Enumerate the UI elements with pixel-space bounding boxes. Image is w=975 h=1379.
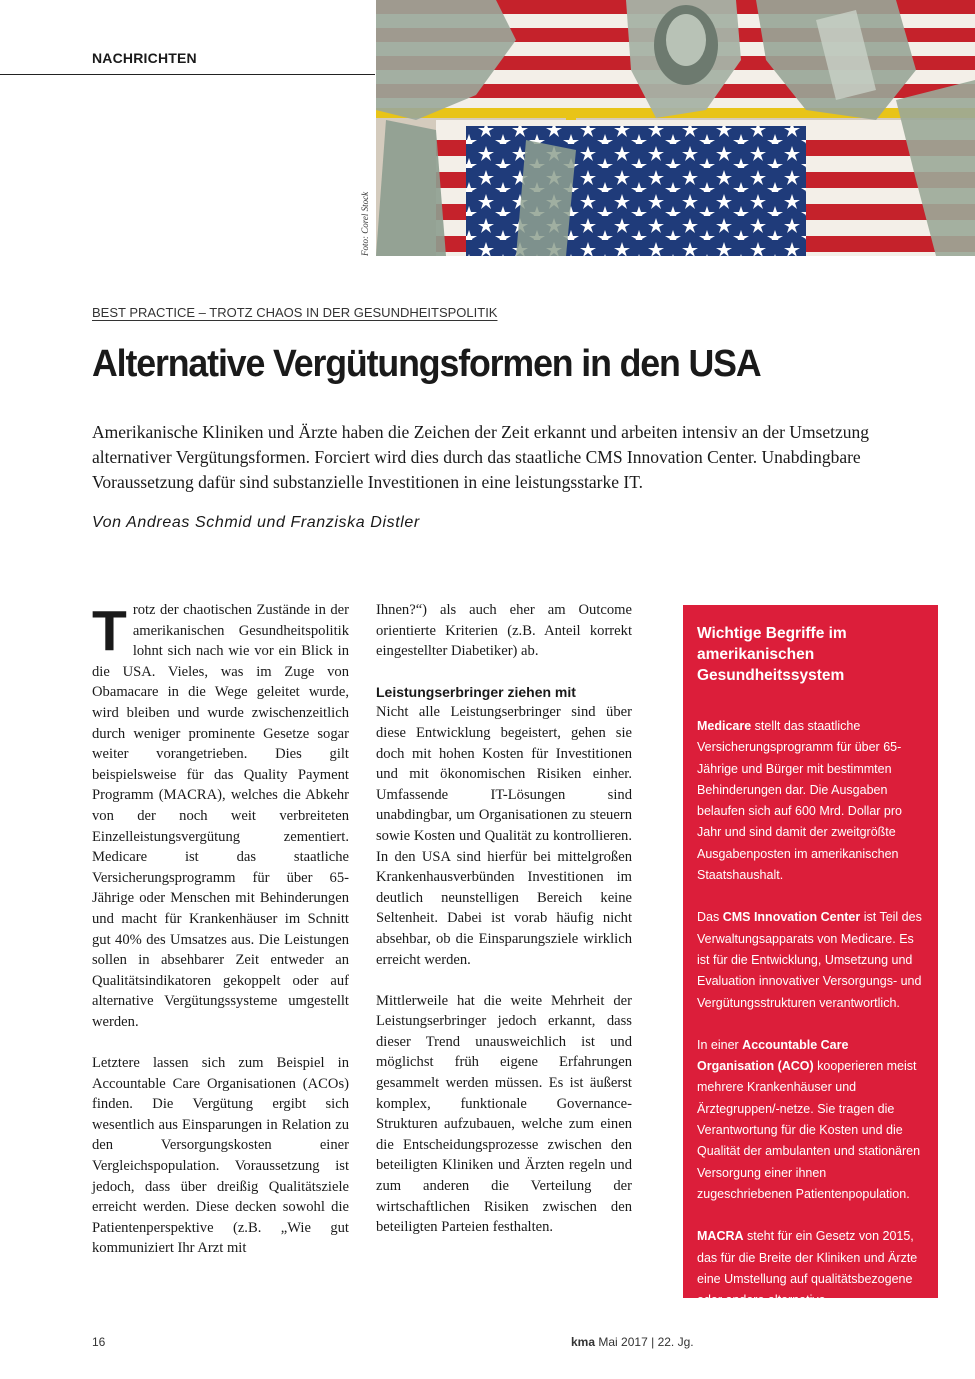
page-number: 16 [92,1335,106,1349]
article-subheading: Leistungserbringer ziehen mit [376,684,576,701]
glossary-entry-cms: Das CMS Innovation Center ist Teil des Verwaltungsapparats von Medicare. Es ist für die Entwicklung, Umsetzung und Evaluation innovativer Versorgungs- und Vergütungsstrukturen verantwortlich. [697,910,922,1010]
header-photo [376,0,975,256]
glossary-entry-aco: In einer Accountable Care Organisation (ACO) kooperieren meist mehrere Krankenhäuser und Ärztegruppen/-netze. Sie tragen die Verantwortung für die Kosten und die Qualität der ambulanten und stationären Versorgung einer ihnen zugeschriebenen Patientenpopulation. [697,1037,921,1201]
article-title: Alternative Vergütungsformen in den USA [92,343,761,385]
glossary-term: CMS Innovation Center [722,910,861,925]
article-byline: Von Andreas Schmid und Franziska Distler [92,514,420,531]
glossary-entry-macra: MACRA steht für ein Gesetz von 2015, das für die Breite der Kliniken und Ärzte eine Umstellung auf qualitätsbezogene oder andere alternative Vergütungssysteme bedeutet. [697,1229,918,1329]
glossary-term: MACRA [697,1229,744,1244]
glossary-sidebar [683,605,938,1329]
article-paragraph [92,600,349,1032]
section-label: NACHRICHTEN [92,50,197,66]
article-paragraph: Letztere lassen sich zum Beispiel in Accountable Care Organisationen (ACOs) finden. Die Vergütung ergibt sich wesentlich aus Einsparungen in Relation zu den Versorgungskosten einer Vergleichspopulation. Voraussetzung ist jedoch, dass über dreißig Qualitätsziele erreicht werden. Diese decken sowohl die Patientenperspektive (z.B. „Wie gut kommuniziert Ihr Arzt mit [92,1055,349,1257]
article-paragraph: Mittlerweile hat die weite Mehrheit der Leistungserbringer jedoch erkannt, dass dieser Trend unausweichlich ist und möglichst früh eigene Erfahrungen gesammelt werden müssen. Es ist äußerst komplex, funktionale Governance-Strukturen aufzubauen, welche zum einen die Entscheidungsprozesse zwischen den beteiligten Kliniken und Ärzten regeln und zum anderen die Verteilung der wirtschaftlichen Risiken zwischen den beteiligten Parteien festhalten. [376,992,632,1236]
footer-separator: | [651,1335,655,1349]
sidebar-title: Wichtige Begriffe im amerikanischen Gesundheitssystem [697,625,847,684]
glossary-term: Accountable Care Organisation (ACO) [697,1037,849,1074]
issue-date: Mai 2017 [598,1335,648,1349]
drop-cap: T [92,599,127,663]
article-lead: Amerikanische Kliniken und Ärzte haben die Zeichen der Zeit erkannt und arbeiten intensiv an der Umsetzung alternativer Vergütungsformen. Forciert wird dies durch das staatliche CMS Innovation Center. Unabdingbare Voraussetzung dafür sind substanzielle Investitionen in eine leistungsstarke IT. [92,422,870,492]
article-column-2 [376,600,632,1238]
article-paragraph: Ihnen?“) als auch eher am Outcome orientierte Kriterien (z.B. Anteil korrekt eingestellter Diabetiker) ab. [376,602,632,660]
article-kicker: BEST PRACTICE – TROTZ CHAOS IN DER GESUNDHEITSPOLITIK [92,305,498,320]
glossary-term: Medicare [697,719,752,733]
header-rule [0,74,375,75]
glossary-entry-medicare: Medicare stellt das staatliche Versicherungsprogramm für über 65-Jährige und Bürger mit bestimmten Behinderungen dar. Die Ausgaben belaufen sich auf 600 Mrd. Dollar pro Jahr und sind damit der zweitgrößte Ausgabenposten im amerikanischen Staatshaushalt. [697,719,902,883]
article-paragraph: Nicht alle Leistungserbringer sind über diese Entwicklung begeistert, gehen sie doch mit hohen Kosten für Investitionen und mit ökonomischen Risiken einher. Umfassende IT-Lösungen sind unabdingbar, um Organisationen zu steuern sowie Kosten und Qualität zu kontrollieren. In den USA sind hierfür bei mittelgroßen Krankenhausverbünden Investitionen im deutlich neunstelligen Bereich keine Seltenheit. Dabei ist vorab häufig nicht absehbar, ob die Einsparungsziele wirklich erreicht werden. [376,704,632,968]
photo-credit: Foto: Corel Stock [360,191,370,256]
article-column-1 [92,600,349,1259]
volume: 22. Jg. [657,1335,694,1349]
magazine-name: kma [571,1335,596,1349]
footer-masthead [571,1335,694,1349]
paragraph-text: rotz der chaotischen Zustände in der amerikanischen Gesundheitspolitik lohnt sich nach wie vor ein Blick in die USA. Vieles, was im Zuge von Obamacare in die Wege geleitet wurde, wird bleiben und wurde zwischenzeitlich durch weniger prominente Gesetze sogar weiter vorangetrieben. Dies gilt beispielsweise für das Quality Payment Programm (MACRA), welches die Abkehr von der noch weit verbreiteten Einzelleistungsvergütung zementiert. Medicare ist das staatliche Versicherungsprogramm für über 65-Jährige oder Menschen mit Behinderungen und macht für Krankenhäuser im Schnitt gut 40% des Umsatzes aus. Die Leistungen sollen in absehbarer Zeit entweder an Qualitätsindikatoren gekoppelt oder auf alternative Vergütungssysteme umgestellt werden. [92,602,349,1030]
flag-dollar-illustration [376,0,975,256]
